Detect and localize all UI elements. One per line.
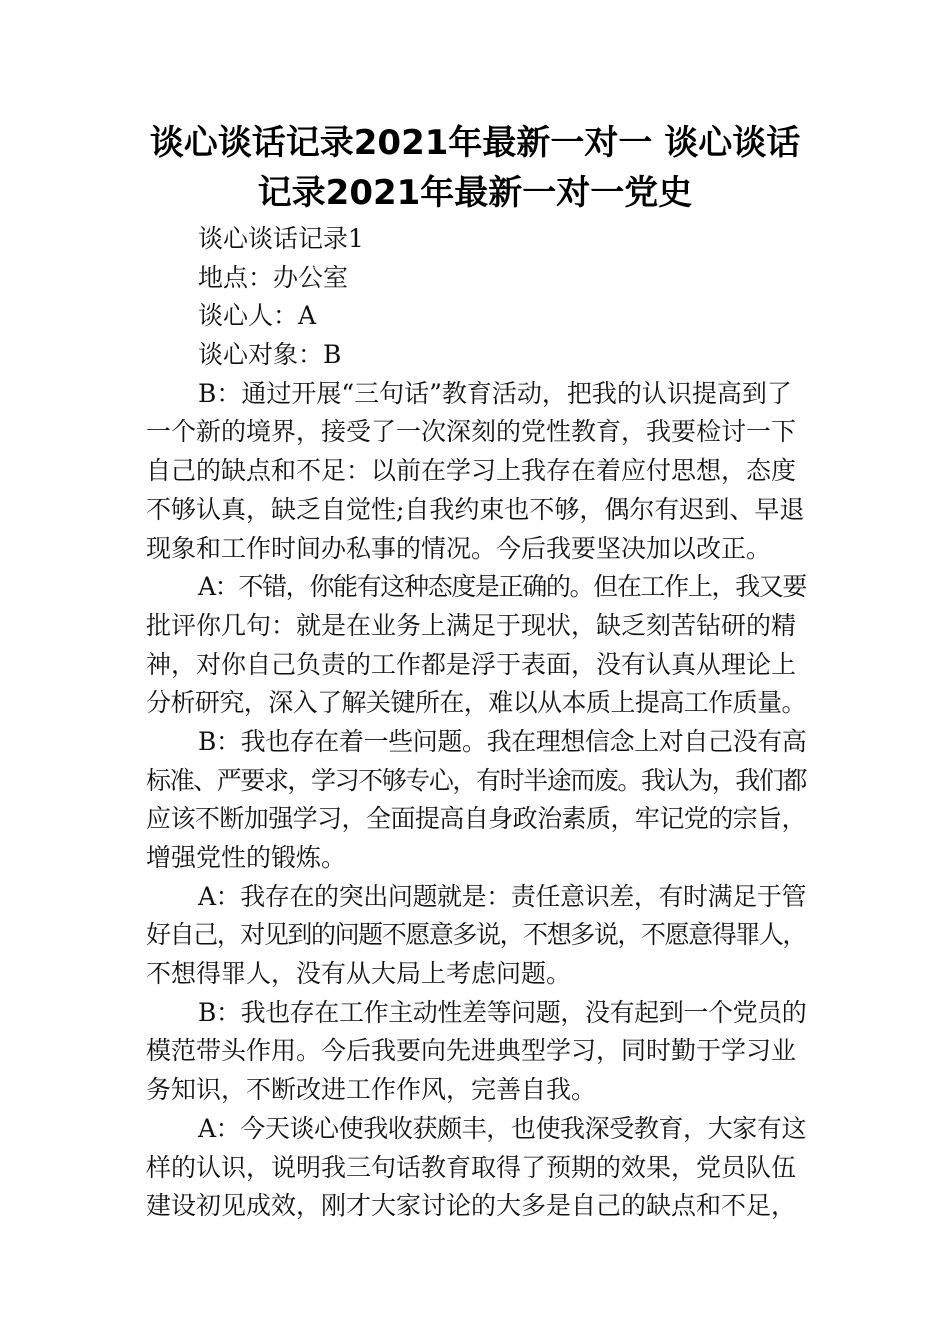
- text-line: 增强党性的锻炼。: [146, 843, 347, 872]
- text-line: B：我也存在着一些问题。我在理想信念上对自己没有高: [198, 726, 807, 756]
- text-line: 不够认真，缺乏自觉性;自我约束也不够，偶尔有迟到、早退: [146, 494, 805, 524]
- text-line: 谈心人：A: [198, 301, 317, 331]
- text-line: 神，对你自己负责的工作都是浮于表面，没有认真从理论上: [146, 649, 797, 679]
- text-line: 谈心对象：B: [198, 340, 342, 370]
- text-line: 好自己，对见到的问题不愿意多说，不想多说，不愿意得罪人，: [146, 920, 807, 950]
- text-line: 批评你几句：就是在业务上满足于现状，缺乏刻苦钻研的精: [146, 610, 797, 640]
- text-line: 地点：办公室: [198, 262, 349, 292]
- text-line: 现象和工作时间办私事的情况。今后我要坚决加以改正。: [146, 533, 772, 563]
- text-line: 标准、严要求，学习不够专心，有时半途而废。我认为，我们都: [146, 765, 807, 795]
- text-line: 自己的缺点和不足：以前在学习上我存在着应付思想，态度: [146, 456, 797, 486]
- document-title: [130, 118, 820, 218]
- text-line: 分析研究，深入了解关键所在，难以从本质上提高工作质量。: [146, 688, 807, 718]
- text-line: 建设初见成效，刚才大家讨论的大多是自己的缺点和不足，: [146, 1191, 797, 1221]
- text-line: 不想得罪人，没有从大局上考虑问题。: [146, 959, 572, 989]
- text-line: 模范带头作用。今后我要向先进典型学习，同时勤于学习业: [146, 1036, 797, 1066]
- text-line: 一个新的境界，接受了一次深刻的党性教育，我要检讨一下: [146, 417, 797, 447]
- text-line: A：不错，你能有这种态度是正确的。但在工作上，我又要: [198, 572, 807, 602]
- text-line: B：我也存在工作主动性差等问题，没有起到一个党员的: [198, 997, 807, 1027]
- text-line: 谈心谈话记录1: [198, 224, 364, 253]
- document-body: [146, 220, 806, 1226]
- text-line: A：今天谈心使我收获颇丰，也使我深受教育，大家有这: [198, 1113, 807, 1143]
- title-line-2: 记录2021年最新一对一党史: [257, 173, 693, 213]
- title-line-1: 谈心谈话记录2021年最新一对一 谈心谈话: [149, 123, 801, 163]
- text-line: B：通过开展“三句话”教育活动，把我的认识提高到了: [198, 378, 792, 408]
- text-line: 务知识，不断改进工作作风，完善自我。: [146, 1075, 597, 1105]
- text-line: A：我存在的突出问题就是：责任意识差，有时满足于管: [198, 881, 807, 911]
- text-line: 样的认识，说明我三句话教育取得了预期的效果，党员队伍: [146, 1152, 797, 1182]
- text-line: 应该不断加强学习，全面提高自身政治素质，牢记党的宗旨，: [146, 804, 807, 834]
